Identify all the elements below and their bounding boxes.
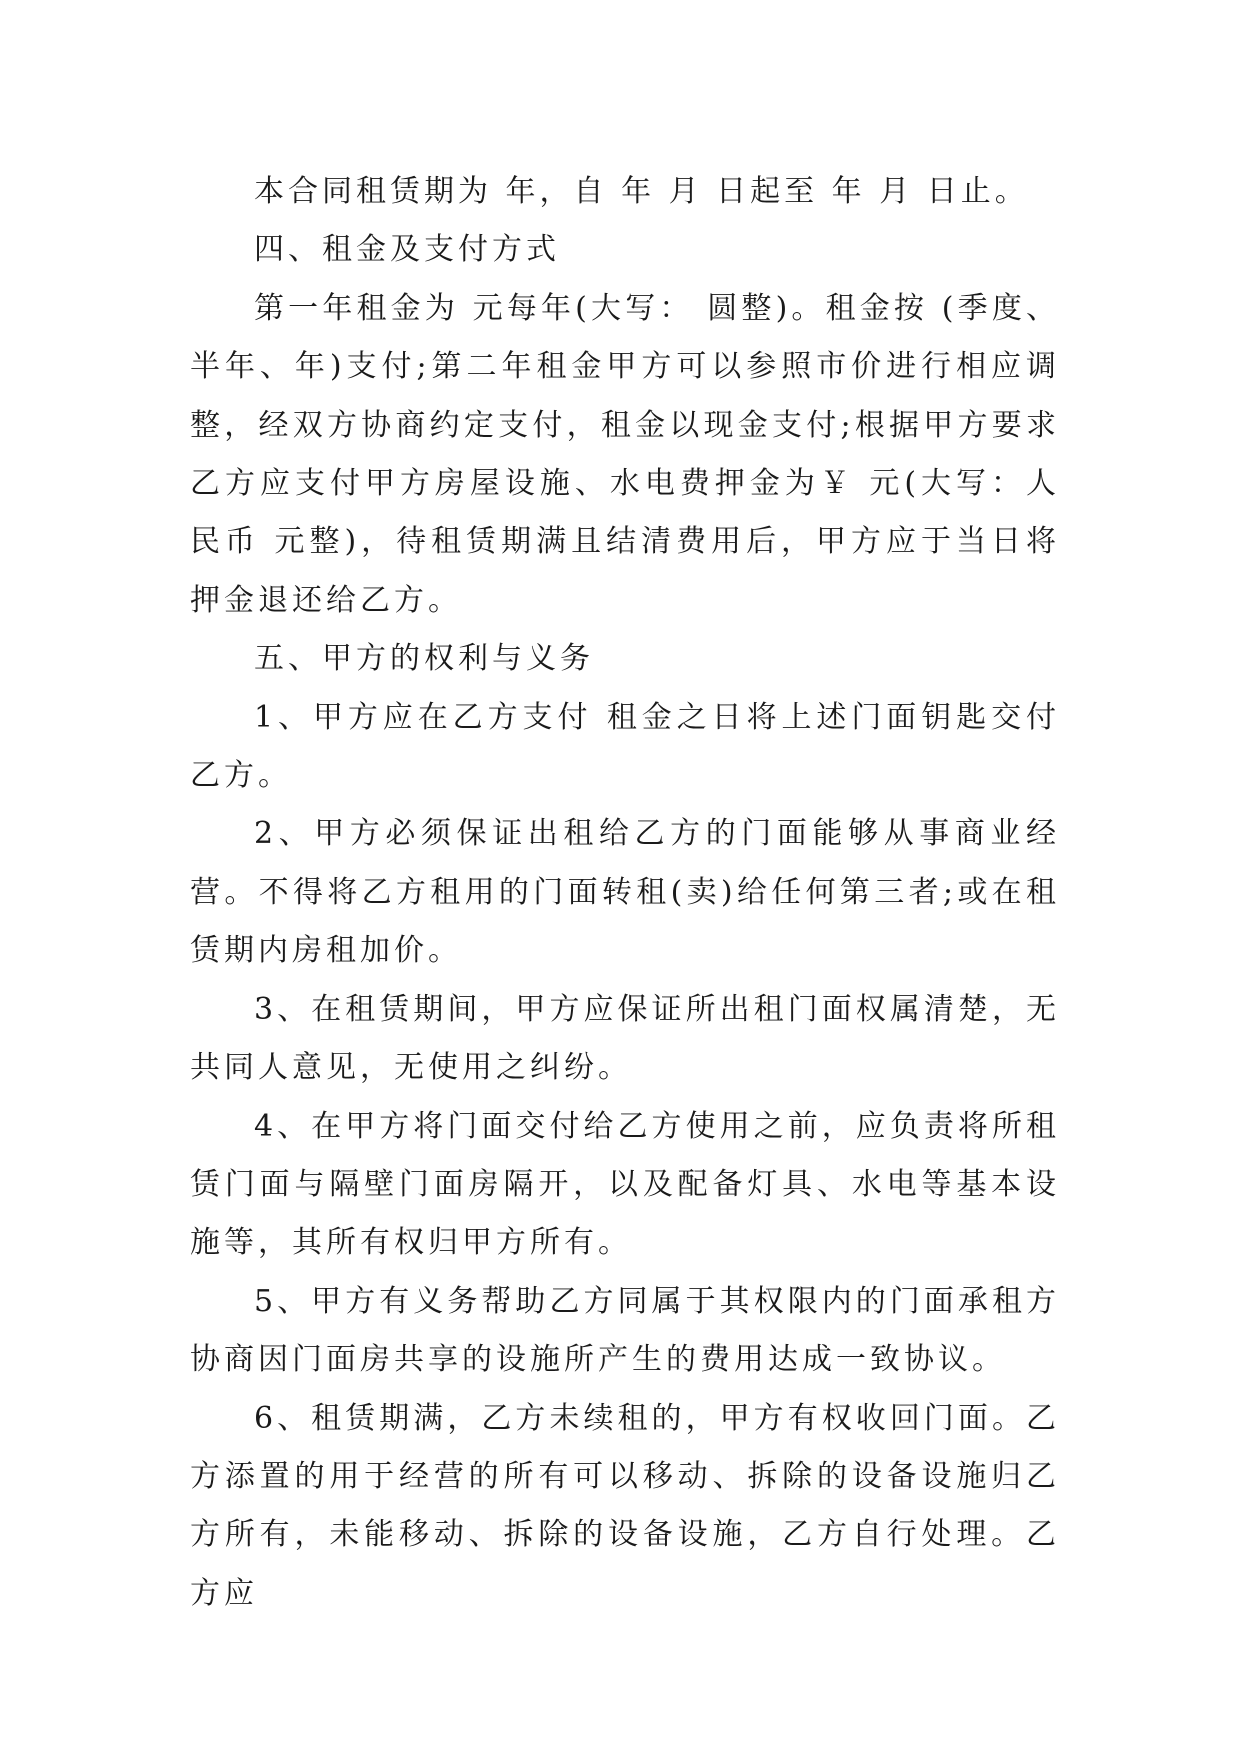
clause-6-paragraph: 6、租赁期满，乙方未续租的，甲方有权收回门面。乙方添置的用于经营的所有可以移动、拆除的设备设施归乙方所有，未能移动、拆除的设备设施，乙方自行处理。乙方应 [190,1400,1060,1611]
clause-3-paragraph: 3、在租赁期间，甲方应保证所出租门面权属清楚，无共同人意见，无使用之纠纷。 [190,991,1060,1086]
section-heading-rent-payment: 四、租金及支付方式 [254,232,560,268]
clause-1-paragraph: 1、甲方应在乙方支付 租金之日将上述门面钥匙交付乙方。 [190,699,1060,794]
clause-2-paragraph: 2、甲方必须保证出租给乙方的门面能够从事商业经营。不得将乙方租用的门面转租(卖)给任何第三者;或在租赁期内房租加价。 [190,816,1060,969]
document-body [190,163,1060,1623]
clause-4-paragraph: 4、在甲方将门面交付给乙方使用之前，应负责将所租赁门面与隔壁门面房隔开，以及配备灯具、水电等基本设施等，其所有权归甲方所有。 [190,1108,1060,1261]
rent-payment-paragraph: 第一年租金为 元每年(大写： 圆整)。租金按 (季度、半年、年)支付;第二年租金甲方可以参照市价进行相应调整，经双方协商约定支付，租金以现金支付;根据甲方要求乙方应支付甲方房屋设施、水电费押金为￥ 元(大写：人民币 元整)，待租赁期满且结清费用后，甲方应于当日将押金退还给乙方。 [190,290,1060,618]
section-heading-party-a-rights: 五、甲方的权利与义务 [254,641,594,677]
lease-term-paragraph: 本合同租赁期为 年，自 年 月 日起至 年 月 日止。 [254,174,1029,209]
clause-5-paragraph: 5、甲方有义务帮助乙方同属于其权限内的门面承租方协商因门面房共享的设施所产生的费用达成一致协议。 [190,1283,1060,1378]
